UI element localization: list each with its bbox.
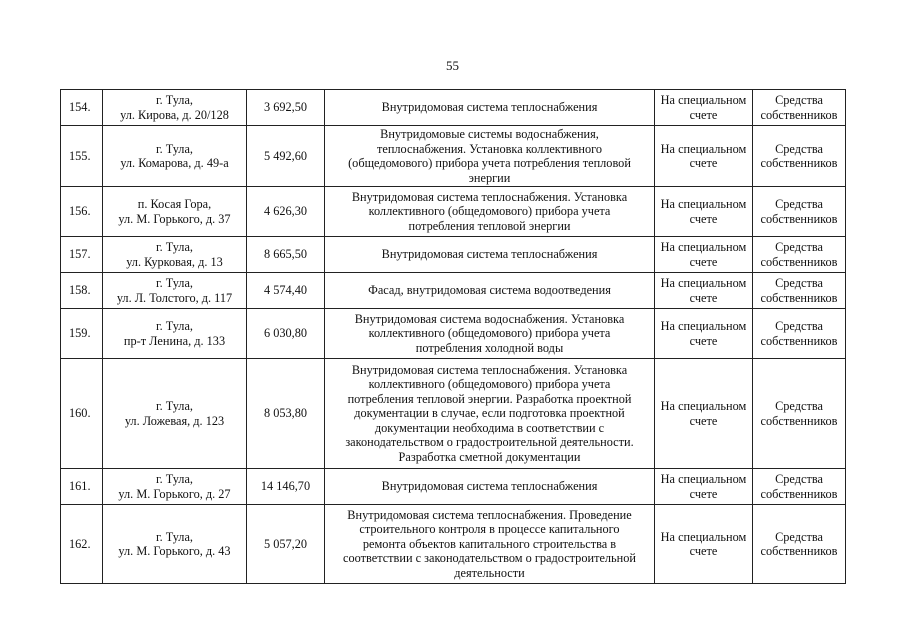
account-cell-line: На специальном: [660, 93, 747, 107]
funding-source-cell-line: Средства: [775, 197, 823, 211]
cost-cell: 8 053,80: [247, 359, 325, 469]
address-cell-line: г. Тула,: [156, 399, 193, 413]
works-cell: [325, 359, 655, 469]
works-cell-line: энергии: [468, 170, 511, 185]
works-cell-line: Внутридомовая система теплоснабжения: [381, 100, 598, 115]
funding-source-cell: [753, 273, 846, 309]
cost-cell: 4 626,30: [247, 187, 325, 237]
account-cell-line: счете: [689, 333, 718, 348]
address-cell-line: ул. М. Горького, д. 27: [118, 486, 231, 501]
account-cell-line: На специальном: [660, 472, 747, 486]
cost-cell: 14 146,70: [247, 469, 325, 505]
address-cell: [103, 90, 247, 126]
cost-cell: 3 692,50: [247, 90, 325, 126]
address-cell-line: г. Тула,: [156, 529, 193, 544]
table-row: [61, 505, 846, 584]
funding-source-cell-line: собственников: [760, 413, 838, 428]
works-cell-line: Внутридомовая система теплоснабжения. Установка: [351, 362, 628, 377]
table-row: [61, 187, 846, 237]
address-cell-line: пр-т Ленина, д. 133: [123, 333, 226, 348]
funding-source-cell-line: Средства: [775, 399, 823, 413]
works-cell: [325, 90, 655, 126]
funding-source-cell-line: собственников: [760, 254, 838, 269]
account-cell: [655, 90, 753, 126]
works-cell-line: документации необходима в соответствии с: [374, 420, 605, 435]
row-number-cell: 160.: [61, 359, 103, 469]
funding-source-cell-line: собственников: [760, 107, 838, 122]
funding-source-cell: [753, 469, 846, 505]
works-cell: [325, 273, 655, 309]
funding-source-cell-line: собственников: [760, 290, 838, 305]
account-cell-line: счете: [689, 254, 718, 269]
works-cell-line: Внутридомовая система теплоснабжения. Проведение: [347, 507, 632, 522]
account-cell-line: На специальном: [660, 319, 747, 333]
row-number-cell: 158.: [61, 273, 103, 309]
account-cell-line: На специальном: [660, 529, 747, 544]
funding-source-cell-line: собственников: [760, 486, 838, 501]
account-cell-line: счете: [689, 107, 718, 122]
works-cell-line: соответствии с законодательством о градостроительной: [343, 551, 636, 566]
account-cell-line: счете: [689, 156, 718, 170]
works-cell-line: потребления тепловой энергии. Разработка проектной: [347, 391, 632, 406]
address-cell: [103, 469, 247, 505]
works-cell-line: документации в случае, если подготовка проектной: [354, 406, 625, 421]
row-number-cell: 162.: [61, 505, 103, 584]
account-cell: [655, 237, 753, 273]
account-cell: [655, 505, 753, 584]
cost-cell: 5 057,20: [247, 505, 325, 584]
works-cell-line: законодательством о градостроительной деятельности.: [345, 435, 634, 450]
works-cell-line: коллективного (общедомового) прибора учета: [368, 377, 611, 392]
account-cell-line: счете: [689, 290, 718, 305]
works-cell-line: Внутридомовая система теплоснабжения. Установка: [351, 189, 628, 204]
address-cell-line: г. Тула,: [156, 141, 193, 156]
works-cell-line: коллективного (общедомового) прибора учета: [368, 326, 611, 341]
works-cell-line: коллективного (общедомового) прибора учета: [368, 204, 611, 219]
funding-source-cell-line: Средства: [775, 472, 823, 486]
funding-source-cell-line: Средства: [775, 529, 823, 544]
funding-source-cell-line: собственников: [760, 211, 838, 226]
account-cell: [655, 273, 753, 309]
address-cell-line: ул. Ложевая, д. 123: [124, 413, 225, 428]
table-row: [61, 90, 846, 126]
address-cell: [103, 505, 247, 584]
row-number-cell: 157.: [61, 237, 103, 273]
account-cell-line: На специальном: [660, 141, 747, 156]
address-cell-line: ул. М. Горького, д. 37: [118, 211, 231, 226]
works-cell: [325, 187, 655, 237]
works-cell: [325, 309, 655, 359]
account-cell: [655, 359, 753, 469]
cost-cell: 5 492,60: [247, 126, 325, 187]
table-row: [61, 126, 846, 187]
cost-cell: 4 574,40: [247, 273, 325, 309]
funding-source-cell-line: собственников: [760, 156, 838, 170]
works-cell: [325, 469, 655, 505]
address-cell-line: ул. Кирова, д. 20/128: [120, 107, 229, 122]
table-row: [61, 359, 846, 469]
address-cell-line: г. Тула,: [156, 240, 193, 254]
account-cell-line: счете: [689, 486, 718, 501]
funding-source-cell: [753, 309, 846, 359]
works-cell-line: потребления холодной воды: [415, 340, 564, 355]
funding-source-cell-line: Средства: [775, 240, 823, 254]
page-number: 55: [446, 58, 459, 73]
address-cell-line: г. Тула,: [156, 472, 193, 486]
table-row: [61, 469, 846, 505]
works-cell-line: строительного контроля в процессе капитального: [359, 522, 620, 537]
account-cell: [655, 187, 753, 237]
address-cell-line: ул. Л. Толстого, д. 117: [116, 290, 233, 305]
account-cell: [655, 309, 753, 359]
funding-source-cell: [753, 359, 846, 469]
address-cell: [103, 309, 247, 359]
table-row: [61, 273, 846, 309]
address-cell: [103, 126, 247, 187]
works-cell-line: Разработка сметной документации: [398, 449, 581, 464]
funding-source-cell-line: Средства: [775, 276, 823, 290]
account-cell-line: счете: [689, 413, 718, 428]
funding-source-cell: [753, 126, 846, 187]
row-number-cell: 161.: [61, 469, 103, 505]
works-cell-line: Внутридомовые системы водоснабжения,: [380, 127, 599, 141]
address-cell-line: г. Тула,: [156, 276, 193, 290]
row-number-cell: 155.: [61, 126, 103, 187]
address-cell: [103, 359, 247, 469]
address-cell: [103, 237, 247, 273]
table-row: [61, 309, 846, 359]
address-cell: [103, 273, 247, 309]
address-cell-line: г. Тула,: [156, 93, 193, 107]
address-cell-line: ул. Комарова, д. 49-а: [120, 156, 229, 170]
address-cell-line: ул. Курковая, д. 13: [126, 254, 223, 269]
account-cell: [655, 126, 753, 187]
works-cell-line: теплоснабжения. Установка коллективного: [377, 141, 602, 156]
works-cell-line: Внутридомовая система водоснабжения. Установка: [354, 311, 625, 326]
works-cell: [325, 126, 655, 187]
works-cell: [325, 237, 655, 273]
address-cell-line: г. Тула,: [156, 319, 193, 333]
works-cell-line: Внутридомовая система теплоснабжения: [381, 247, 598, 262]
funding-source-cell: [753, 505, 846, 584]
cost-cell: 8 665,50: [247, 237, 325, 273]
row-number-cell: 159.: [61, 309, 103, 359]
address-cell: [103, 187, 247, 237]
account-cell-line: На специальном: [660, 240, 747, 254]
funding-source-cell-line: Средства: [775, 141, 823, 156]
works-cell-line: ремонта объектов капитального строительства в: [362, 536, 617, 551]
funding-source-cell-line: собственников: [760, 544, 838, 558]
funding-source-cell-line: Средства: [775, 319, 823, 333]
repair-schedule-table: [60, 89, 846, 584]
works-cell-line: деятельности: [454, 565, 525, 580]
works-cell-line: Внутридомовая система теплоснабжения: [381, 479, 598, 494]
funding-source-cell: [753, 90, 846, 126]
account-cell-line: счете: [689, 211, 718, 226]
account-cell: [655, 469, 753, 505]
cost-cell: 6 030,80: [247, 309, 325, 359]
works-cell-line: (общедомового) прибора учета потребления тепловой: [348, 156, 631, 170]
account-cell-line: На специальном: [660, 399, 747, 413]
table-row: [61, 237, 846, 273]
address-cell-line: ул. М. Горького, д. 43: [118, 544, 231, 558]
address-cell-line: п. Косая Гора,: [137, 197, 212, 211]
works-cell: [325, 505, 655, 584]
account-cell-line: На специальном: [660, 197, 747, 211]
funding-source-cell: [753, 187, 846, 237]
row-number-cell: 156.: [61, 187, 103, 237]
account-cell-line: счете: [689, 544, 718, 558]
funding-source-cell-line: Средства: [775, 93, 823, 107]
account-cell-line: На специальном: [660, 276, 747, 290]
works-cell-line: потребления тепловой энергии: [408, 218, 571, 233]
works-cell-line: Фасад, внутридомовая система водоотведения: [368, 283, 611, 298]
funding-source-cell: [753, 237, 846, 273]
funding-source-cell-line: собственников: [760, 333, 838, 348]
row-number-cell: 154.: [61, 90, 103, 126]
